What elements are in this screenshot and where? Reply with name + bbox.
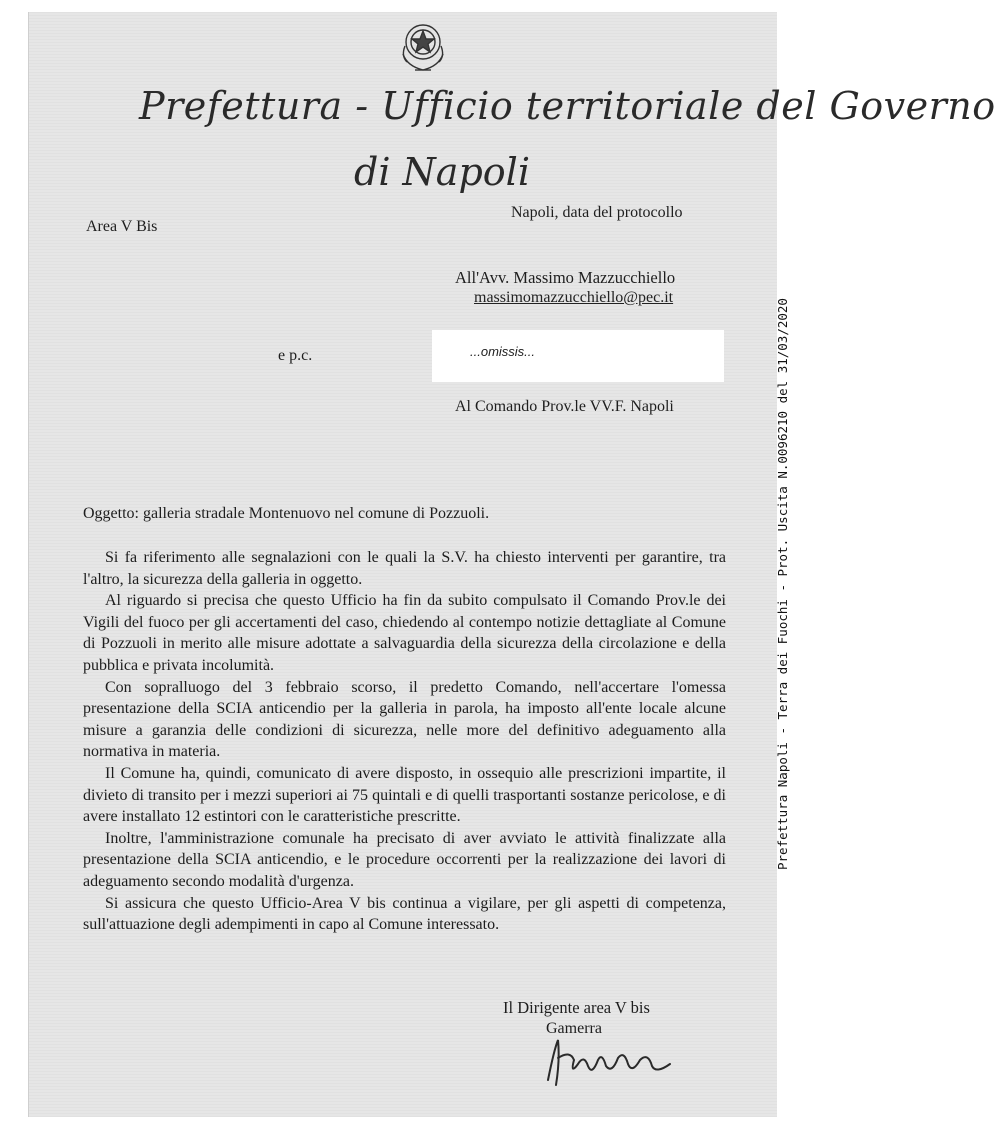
body-paragraph: Al riguardo si precisa che questo Ufficio ha fin da subito compulsato il Comando Prov.le dei Vigili del fuoco per gli accertamenti del caso, chiedendo al contempo notizie dettagliate al Comune di Pozzuoli in merito alle misure adottate a salvaguardia della sicurezza della circolazione e della pubblica e privata incolumità. [83, 592, 726, 674]
letter-body [83, 547, 726, 936]
body-paragraph: Si assicura che questo Ufficio-Area V bis continua a vigilare, per gli aspetti di competenza, sull'attuazione degli adempimenti in capo al Comune interessato. [83, 894, 726, 934]
redacted-recipient-box [432, 330, 724, 382]
protocol-side-stamp: Prefettura Napoli - Terra dei Fuochi - Prot. Uscita N.0096210 del 31/03/2020 [775, 298, 790, 870]
cc-label: e p.c. [278, 347, 313, 364]
handwritten-signature-icon [540, 1030, 680, 1090]
place-date: Napoli, data del protocollo [511, 204, 683, 221]
signatory-name: Gamerra [546, 1020, 602, 1037]
body-paragraph: Si fa riferimento alle segnalazioni con le quali la S.V. ha chiesto interventi per garantire, tra l'altro, la sicurezza della galleria in oggetto. [83, 549, 726, 588]
body-paragraph: Il Comune ha, quindi, comunicato di avere disposto, in ossequio alle prescrizioni impartite, il divieto di transito per i mezzi superiori ai 75 quintali e di quelli trasportanti sostanze pericolose, e di avere installato 12 estintori con le caratteristiche prescritte. [83, 764, 726, 826]
redacted-text: ...omissis... [470, 344, 536, 359]
recipient-primary-pec: massimomazzucchiello@pec.it [474, 289, 674, 306]
recipient-primary-name: All'Avv. Massimo Mazzucchiello [455, 268, 676, 287]
body-paragraph: Inoltre, l'amministrazione comunale ha precisato di aver avviato le attività finalizzate alla presentazione della SCIA anticendio, e le procedure occorrenti per la realizzazione dei lavori di adeguamento secondo modalità d'urgenza. [83, 829, 726, 890]
header-office-city: di Napoli [354, 150, 530, 194]
recipient-secondary: Al Comando Prov.le VV.F. Napoli [455, 398, 674, 415]
subject-line: Oggetto: galleria stradale Montenuovo nel comune di Pozzuoli. [83, 505, 490, 522]
italian-republic-emblem-icon [393, 16, 453, 74]
office-area: Area V Bis [86, 218, 158, 235]
signatory-role: Il Dirigente area V bis [503, 998, 650, 1017]
header-office-name: Prefettura - Ufficio territoriale del Governo [139, 84, 996, 128]
body-paragraph: Con sopralluogo del 3 febbraio scorso, il predetto Comando, nell'accertare l'omessa presentazione della SCIA anticendio per la galleria in parola, ha imposto all'ente locale alcune misure a garanzia delle condizioni di sicurezza, nelle more del definitivo adeguamento alla normativa in materia. [83, 678, 726, 761]
